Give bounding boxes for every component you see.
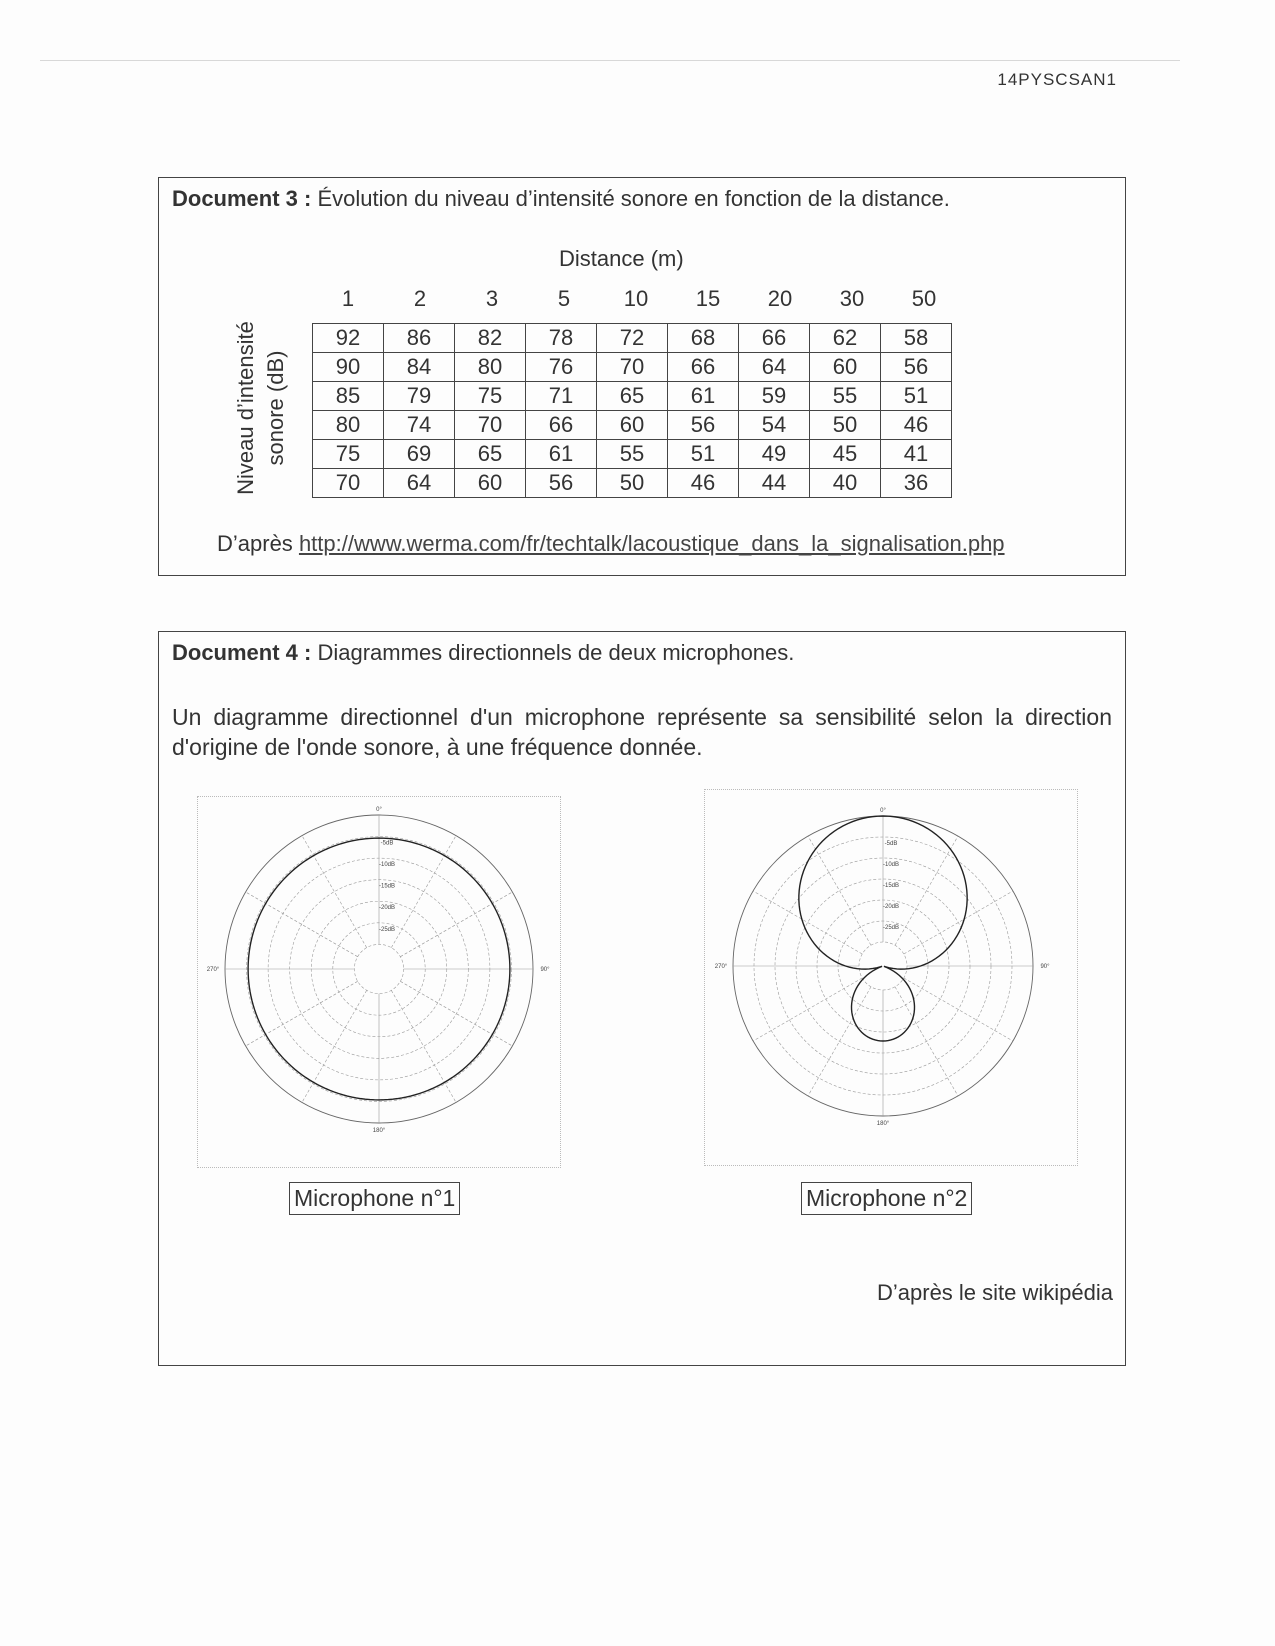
distance-header: 5 xyxy=(557,286,571,311)
page-code: 14PYSCSAN1 xyxy=(997,70,1117,89)
doc3-title-text: Évolution du niveau d’intensité sonore en fonction de la distance. xyxy=(317,186,950,211)
page-top-rule xyxy=(40,60,1180,61)
distance-header: 15 xyxy=(695,286,721,311)
table-cell: 65 xyxy=(597,382,668,411)
table-cell: 55 xyxy=(597,440,668,469)
table-cell: 86 xyxy=(384,324,455,353)
table-cell: 64 xyxy=(739,353,810,382)
distance-header: 3 xyxy=(485,286,499,311)
table-cell: 80 xyxy=(313,411,384,440)
caption-microphone-1: Microphone n°1 xyxy=(289,1182,460,1215)
table-cell: 50 xyxy=(810,411,881,440)
table-cell: 49 xyxy=(739,440,810,469)
distance-header: 2 xyxy=(413,286,427,311)
doc3-source-prefix: D’après xyxy=(217,531,293,556)
distance-axis-label: Distance (m) xyxy=(559,246,684,271)
polar-spoke xyxy=(753,891,862,954)
doc4-description: Un diagramme directionnel d'un microphone représente sa sensibilité selon la direction d'origine de l'onde sonore, à une fréquence donnée. xyxy=(172,704,1112,760)
angle-label-0: 0° xyxy=(376,807,382,813)
polar-spoke xyxy=(808,836,871,945)
doc4-title-text: Diagrammes directionnels de deux microphones. xyxy=(317,640,795,665)
table-cell: 66 xyxy=(668,353,739,382)
table-row xyxy=(313,353,952,382)
table-cell: 85 xyxy=(313,382,384,411)
table-cell: 65 xyxy=(455,440,526,469)
polar-spoke xyxy=(400,892,512,957)
table-cell: 51 xyxy=(881,382,952,411)
table-cell: 78 xyxy=(526,324,597,353)
doc4-heading xyxy=(172,640,794,666)
table-cell: 44 xyxy=(739,469,810,498)
table-cell: 55 xyxy=(810,382,881,411)
table-cell: 75 xyxy=(455,382,526,411)
table-cell: 71 xyxy=(526,382,597,411)
table-cell: 72 xyxy=(597,324,668,353)
caption-microphone-2: Microphone n°2 xyxy=(801,1182,972,1215)
intensity-table xyxy=(312,323,952,498)
table-cell: 59 xyxy=(739,382,810,411)
polar-spoke xyxy=(302,836,367,948)
polar-diagram-microphone-1 xyxy=(197,796,561,1168)
polar-plot-2 xyxy=(705,790,1077,1165)
angle-label-90: 90° xyxy=(540,967,550,973)
table-cell: 40 xyxy=(810,469,881,498)
angle-label-270: 270° xyxy=(714,964,728,970)
table-cell: 70 xyxy=(597,353,668,382)
angle-label-90: 90° xyxy=(1040,964,1050,970)
db-label: -5dB xyxy=(884,841,898,847)
polar-spoke xyxy=(391,990,456,1102)
table-cell: 60 xyxy=(597,411,668,440)
table-cell: 56 xyxy=(881,353,952,382)
table-cell: 45 xyxy=(810,440,881,469)
table-cell: 70 xyxy=(455,411,526,440)
polar-plot-1 xyxy=(198,797,560,1167)
table-cell: 66 xyxy=(739,324,810,353)
table-row xyxy=(313,382,952,411)
intensity-axis-label: Niveau d’intensité sonore (dB) xyxy=(233,321,288,495)
table-row xyxy=(313,469,952,498)
table-cell: 76 xyxy=(526,353,597,382)
db-label: -10dB xyxy=(882,862,900,868)
table-cell: 68 xyxy=(668,324,739,353)
table-row xyxy=(313,440,952,469)
polar-spoke xyxy=(246,981,358,1046)
table-cell: 46 xyxy=(881,411,952,440)
doc3-heading xyxy=(172,186,950,212)
angle-label-180: 180° xyxy=(876,1121,890,1127)
table-cell: 90 xyxy=(313,353,384,382)
angle-label-270: 270° xyxy=(206,967,220,973)
distance-header: 10 xyxy=(623,286,649,311)
db-label: -15dB xyxy=(378,883,396,890)
table-cell: 74 xyxy=(384,411,455,440)
table-cell: 69 xyxy=(384,440,455,469)
db-label: -20dB xyxy=(882,904,900,910)
doc4-source: D’après le site wikipédia xyxy=(877,1280,1113,1305)
polar-diagram-microphone-2 xyxy=(704,789,1078,1166)
table-cell: 51 xyxy=(668,440,739,469)
table-cell: 62 xyxy=(810,324,881,353)
doc3-source-link[interactable]: http://www.werma.com/fr/techtalk/lacoustique_dans_la_signalisation.php xyxy=(298,531,1005,556)
document-3-box xyxy=(158,177,1126,576)
table-cell: 66 xyxy=(526,411,597,440)
polar-ring xyxy=(859,942,907,990)
doc4-title-bold: Document 4 : xyxy=(172,640,312,665)
table-row xyxy=(313,324,952,353)
doc3-title-bold: Document 3 : xyxy=(172,186,312,211)
db-label: -20dB xyxy=(378,905,396,912)
angle-label-0: 0° xyxy=(880,808,886,814)
table-cell: 36 xyxy=(881,469,952,498)
db-label: -10dB xyxy=(378,862,396,869)
doc3-source xyxy=(217,531,1005,557)
table-cell: 61 xyxy=(526,440,597,469)
table-cell: 60 xyxy=(810,353,881,382)
table-cell: 80 xyxy=(455,353,526,382)
distance-header: 20 xyxy=(767,286,793,311)
table-cell: 61 xyxy=(668,382,739,411)
db-label: -5dB xyxy=(380,840,394,847)
table-cell: 41 xyxy=(881,440,952,469)
table-cell: 60 xyxy=(455,469,526,498)
table-cell: 79 xyxy=(384,382,455,411)
table-row xyxy=(313,411,952,440)
table-cell: 58 xyxy=(881,324,952,353)
distance-header: 50 xyxy=(911,286,937,311)
table-cell: 46 xyxy=(668,469,739,498)
table-cell: 75 xyxy=(313,440,384,469)
table-cell: 92 xyxy=(313,324,384,353)
table-cell: 82 xyxy=(455,324,526,353)
table-cell: 56 xyxy=(526,469,597,498)
angle-label-180: 180° xyxy=(372,1128,386,1134)
table-cell: 70 xyxy=(313,469,384,498)
db-label: -25dB xyxy=(378,926,396,933)
document-4-box xyxy=(158,631,1126,1366)
table-cell: 54 xyxy=(739,411,810,440)
distance-header: 1 xyxy=(341,286,355,311)
db-label: -25dB xyxy=(882,925,900,931)
table-cell: 84 xyxy=(384,353,455,382)
polar-ring xyxy=(354,944,403,993)
distance-column-headers xyxy=(312,286,962,316)
distance-header: 30 xyxy=(839,286,865,311)
table-cell: 56 xyxy=(668,411,739,440)
table-cell: 50 xyxy=(597,469,668,498)
polar-spoke xyxy=(895,836,958,945)
db-label: -15dB xyxy=(882,883,900,889)
table-cell: 64 xyxy=(384,469,455,498)
